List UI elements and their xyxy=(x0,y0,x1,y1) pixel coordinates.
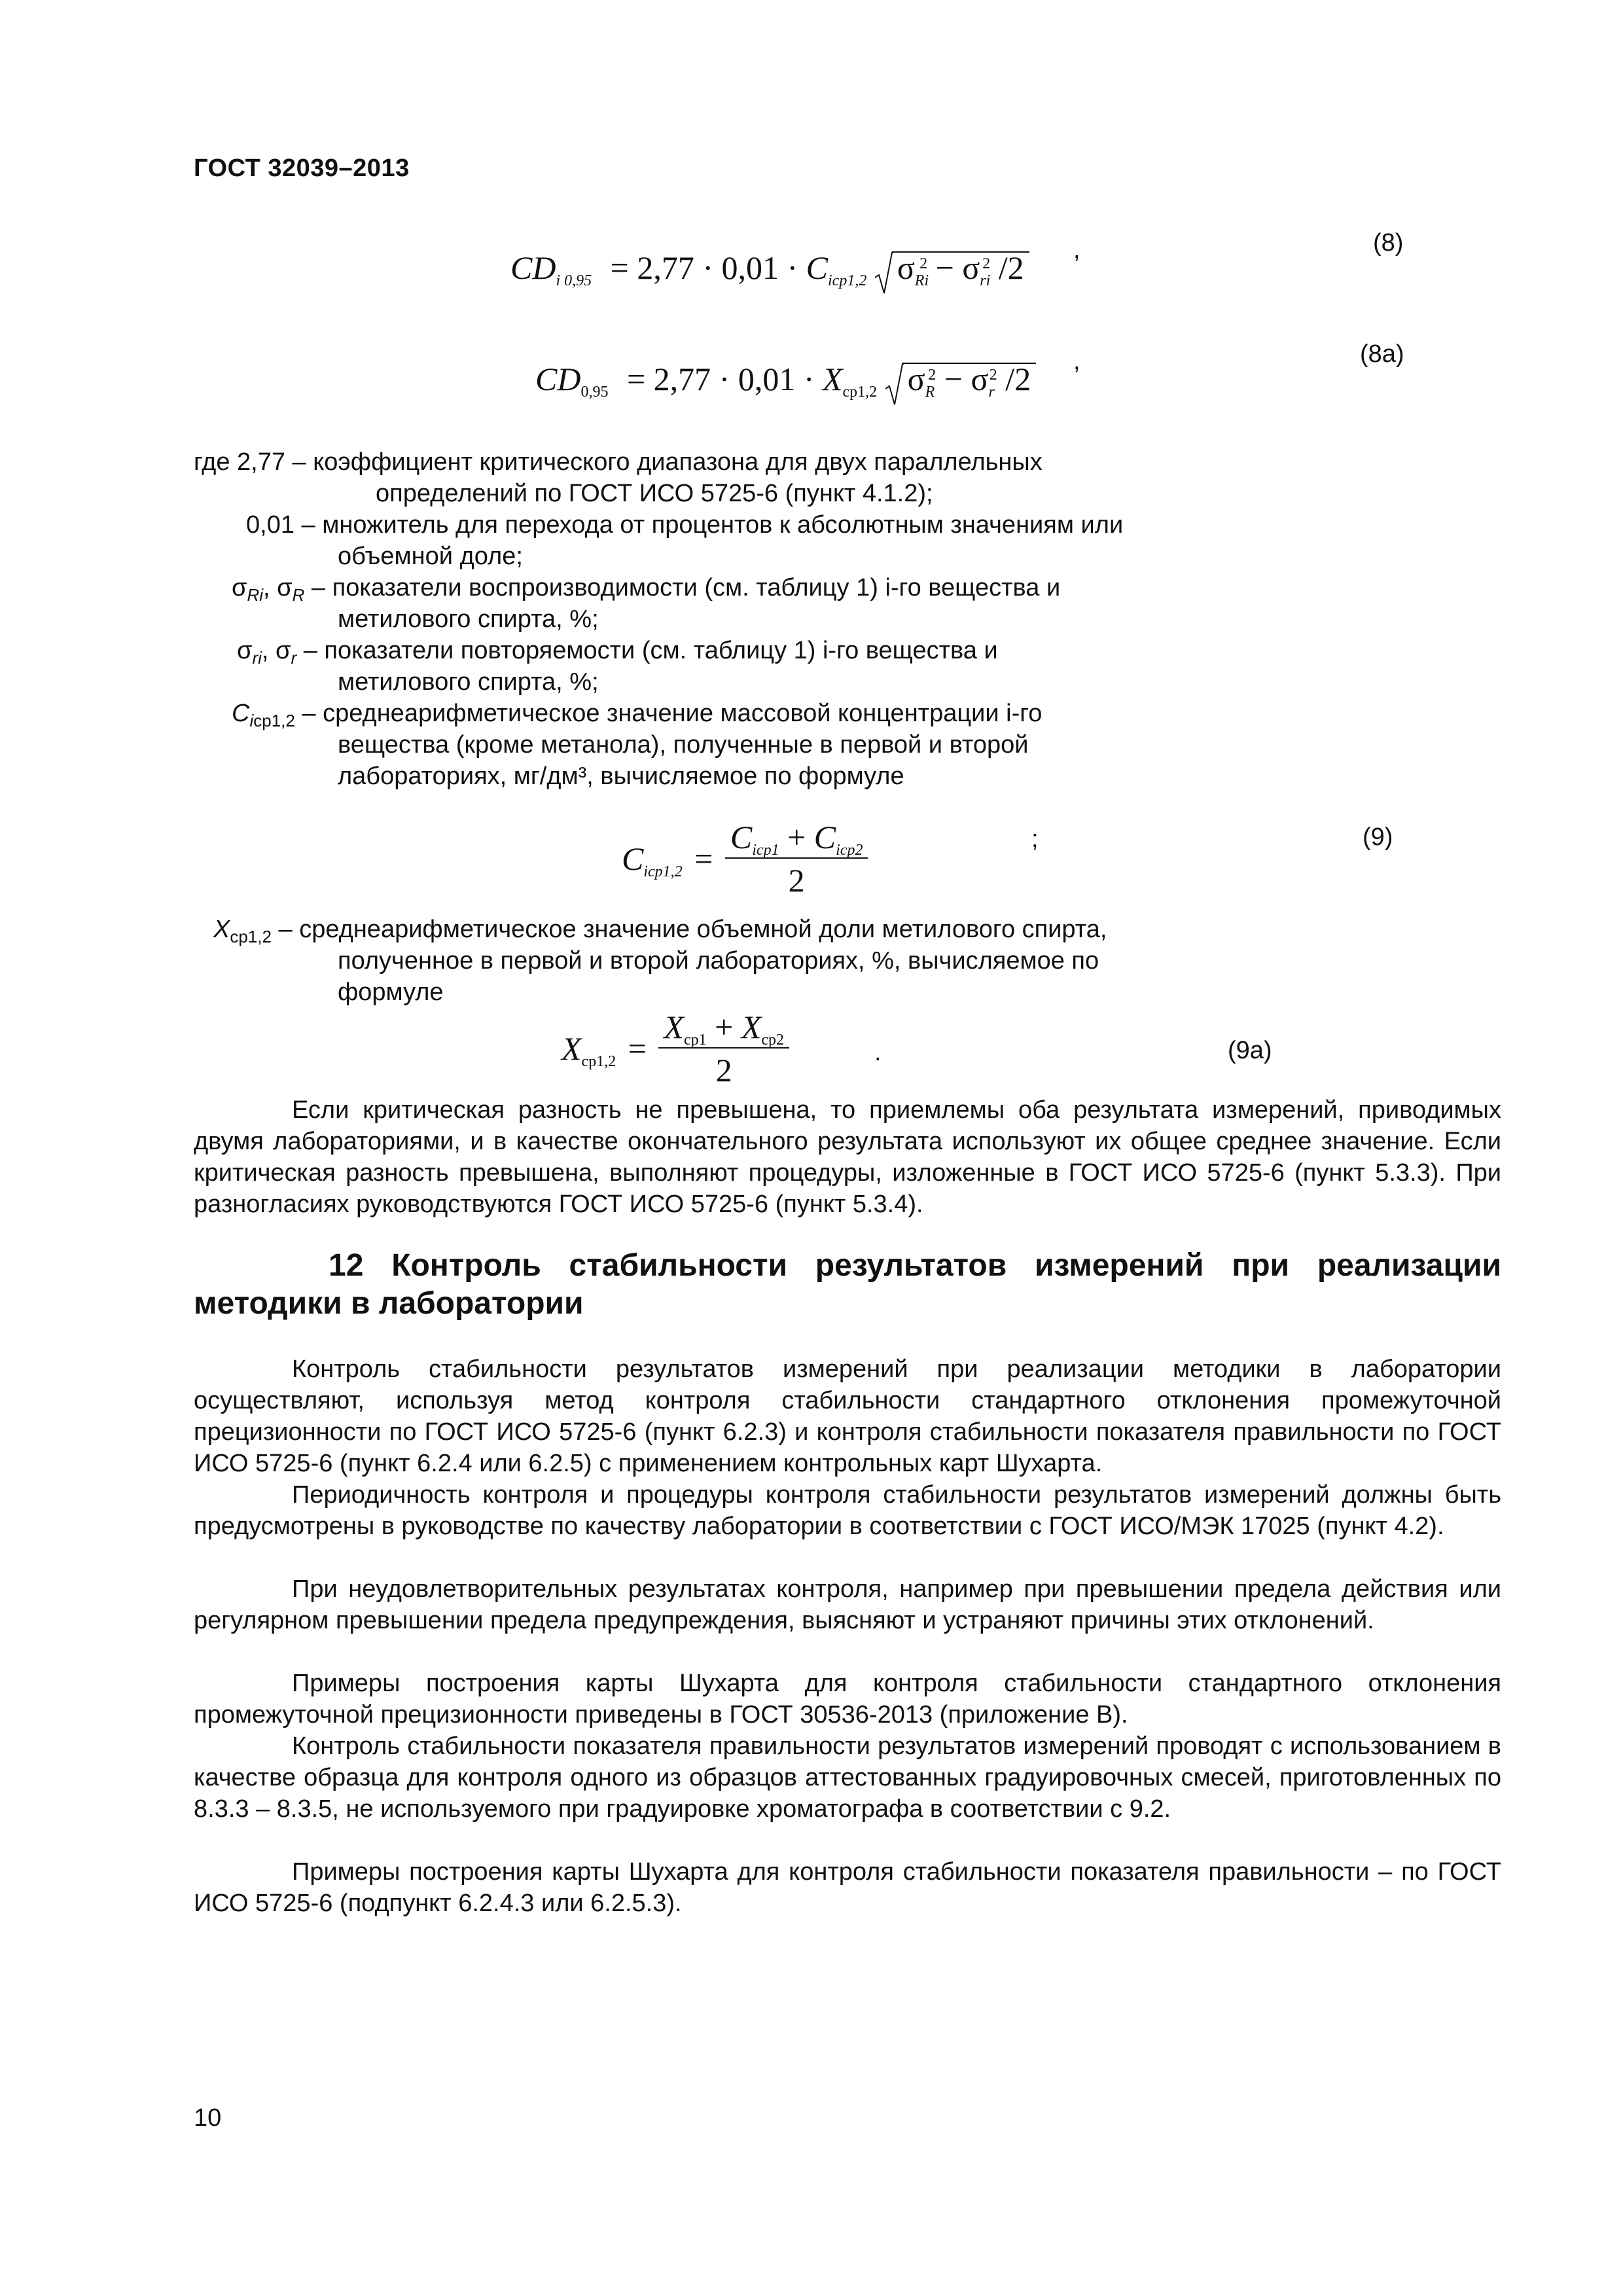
section-12-heading: 12 Контроль стабильности результатов измерений при реализации методики в лаборатории xyxy=(194,1248,1501,1321)
definition-x-mean-cont1: полученное в первой и второй лабораториях, %, вычисляемое по xyxy=(338,947,1099,975)
definition-2-77: где 2,77 – коэффициент критического диапазона для двух параллельных xyxy=(194,448,1043,476)
formula-8-lhs: $CD_{i 0,95}$ xyxy=(510,249,592,289)
formula-8-comma: , xyxy=(1073,236,1080,264)
symbol-x-mean: $X_{ср1,2}$ xyxy=(213,916,272,946)
definition-x-mean: $X_{ср1,2}$ – среднеарифметическое значение объемной доли метилового спирта, xyxy=(213,916,1107,946)
formula-9a: $X_{ср1,2}$ = $\frac{X_{ср1} + X_{ср2}}{2}$ xyxy=(562,1008,789,1089)
formula-8a: $CD_{0,95} = 2,77 \cdot 0,01 \cdot X_{ср1,2}$ $\sigma_R^2 - \sigma_r^2$ /2 xyxy=(535,360,1036,398)
symbol-c-mean: $C_{iср1,2}$ xyxy=(232,700,295,730)
definition-x-mean-cont2: формуле xyxy=(338,978,444,1006)
formula-9a-punct: . xyxy=(874,1039,882,1066)
formula-8a-comma: , xyxy=(1073,348,1080,375)
symbol-sigma-r: $\sigma_{ri}$, $\sigma_r$ xyxy=(237,637,297,668)
paragraph-periodicity: Периодичность контроля и процедуры контроля стабильности результатов измерений должны быть предусмотрены в руководстве по качеству лаборатории в соответствии с ГОСТ ИСО/МЭК 17025 (пункт 4.2). xyxy=(194,1481,1501,1540)
equation-number-9: (9) xyxy=(1363,823,1393,851)
definition-reproducibility: $\sigma_{Ri}$, $\sigma_R$ – показатели воспроизводимости (см. таблицу 1) i-го вещества и xyxy=(232,574,1061,605)
formula-9a-fraction: $\frac{X_{ср1} + X_{ср2}}{2}$ xyxy=(658,1008,789,1089)
paragraph-stability-control: Контроль стабильности результатов измерений при реализации методики в лаборатории осуществляют, используя метод контроля стабильности стандартного отклонения промежуточной прецизионности по ГОСТ ИСО 5725-6 (пункт 6.2.3) и контроля стабильности показателя правильности по ГОСТ ИСО 5725-6 (пункт 6.2.4 или 6.2.5) с применением контрольных карт Шухарта. xyxy=(194,1355,1501,1477)
definition-repeatability-cont: метилового спирта, %; xyxy=(338,668,599,696)
paragraph-critical-difference: Если критическая разность не превышена, то приемлемы оба результата измерений, приводимых двумя лабораториями, и в качестве окончательного результата используют их общее среднее значение. Если критическая разность превышена, выполняют процедуры, изложенные в ГОСТ ИСО 5725-6 (пункт 5.3.3). При разногласиях руководствуются ГОСТ ИСО 5725-6 (пункт 5.3.4). xyxy=(194,1096,1501,1218)
paragraph-trueness-control: Контроль стабильности показателя правильности результатов измерений проводят с использованием в качестве образца для контроля одного из образцов аттестованных градуировочных смесей, приготовленных по 8.3.3 – 8.3.5, не используемого при градуировке хроматографа в соответствии с 9.2. xyxy=(194,1732,1501,1823)
formula-9-fraction: $\frac{C_{iср1} + C_{iср2}}{2}$ xyxy=(725,818,868,899)
definition-c-mean-cont1: вещества (кроме метанола), полученные в первой и второй xyxy=(338,731,1029,759)
page-number: 10 xyxy=(194,2104,222,2132)
paragraph-shewhart-examples-1: Примеры построения карты Шухарта для контроля стабильности стандартного отклонения промежуточной прецизионности приведены в ГОСТ 30536-2013 (приложение В). xyxy=(194,1670,1501,1729)
symbol-sigma-R: $\sigma_{Ri}$, $\sigma_R$ xyxy=(232,574,305,605)
definition-0-01: 0,01 – множитель для перехода от процентов к абсолютным значениям или xyxy=(246,511,1124,539)
equation-number-8: (8) xyxy=(1373,229,1404,257)
formula-8: $CD_{i 0,95} = 2,77 \cdot 0,01 \cdot C_{iср1,2}$ $\sigma_{Ri}^2 - \sigma_{ri}^2$ /2 xyxy=(510,249,1029,287)
paragraph-shewhart-examples-2: Примеры построения карты Шухарта для контроля стабильности показателя правильности – по ГОСТ ИСО 5725-6 (подпункт 6.2.4.3 или 6.2.5.3). xyxy=(194,1858,1501,1917)
formula-8a-radical: $\sigma_R^2 - \sigma_r^2$ /2 xyxy=(885,360,1037,398)
equation-number-9a: (9a) xyxy=(1228,1037,1272,1064)
formula-9-punct: ; xyxy=(1031,825,1039,853)
formula-8-radical: $\sigma_{Ri}^2 - \sigma_{ri}^2$ /2 xyxy=(875,249,1029,287)
formula-9: $C_{iср1,2}$ = $\frac{C_{iср1} + C_{iср2}}{2}$ xyxy=(622,818,868,899)
definition-c-mean-cont2: лабораториях, мг/дм³, вычисляемое по формуле xyxy=(338,762,904,790)
definition-c-mean: $C_{iср1,2}$ – среднеарифметическое значение массовой концентрации i-го xyxy=(232,700,1043,730)
paragraph-unsatisfactory-results: При неудовлетворительных результатах контроля, например при превышении предела действия или регулярном превышении предела предупреждения, выясняют и устраняют причины этих отклонений. xyxy=(194,1575,1501,1634)
equation-number-8a: (8a) xyxy=(1360,340,1404,368)
formula-8a-lhs: $CD_{0,95}$ xyxy=(535,361,609,401)
document-header: ГОСТ 32039–2013 xyxy=(194,154,410,182)
definition-2-77-cont: определений по ГОСТ ИСО 5725-6 (пункт 4.1.2); xyxy=(376,480,933,507)
definition-reproducibility-cont: метилового спирта, %; xyxy=(338,605,599,633)
definition-0-01-cont: объемной доле; xyxy=(338,543,523,570)
definition-repeatability: $\sigma_{ri}$, $\sigma_r$ – показатели повторяемости (см. таблицу 1) i-го вещества и xyxy=(237,637,998,668)
